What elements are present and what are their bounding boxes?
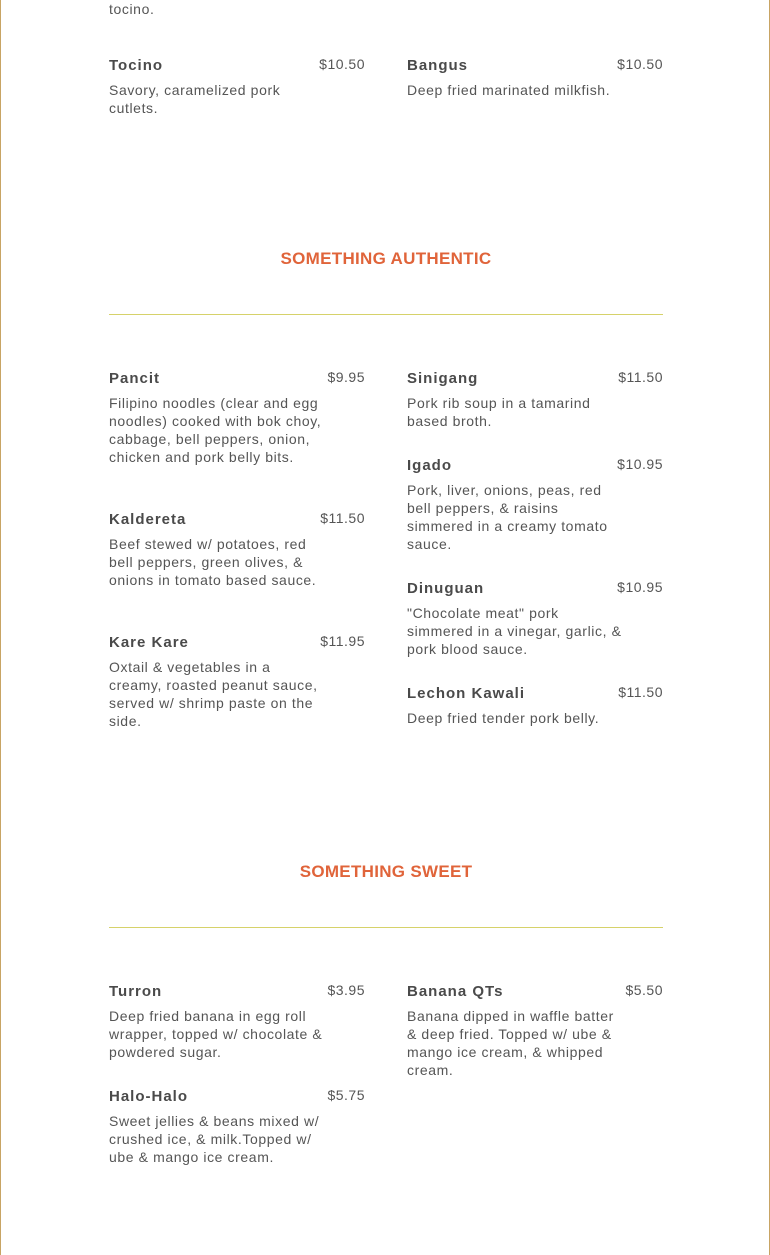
menu-item-kare-kare (109, 634, 365, 730)
item-name: Pancit (109, 370, 161, 387)
item-description: Banana dipped in waffle batter & deep fried. Topped w/ ube & mango ice cream, & whipped cream. (407, 1008, 614, 1078)
item-description: "Chocolate meat" pork simmered in a vinegar, garlic, & pork blood sauce. (407, 605, 622, 657)
item-name: Tocino (109, 57, 164, 74)
item-name: Halo-Halo (109, 1088, 189, 1105)
item-description: Beef stewed w/ potatoes, red bell peppers, green olives, & onions in tomato based sauce. (109, 536, 317, 588)
item-price: $9.95 (327, 369, 365, 385)
section-divider (109, 927, 663, 928)
item-price: $10.50 (319, 56, 365, 72)
item-price: $5.75 (327, 1087, 365, 1103)
item-price: $11.50 (320, 510, 365, 526)
item-name: Sinigang (407, 370, 479, 387)
item-name: Bangus (407, 57, 469, 74)
item-name: Banana QTs (407, 983, 504, 1000)
item-description: Savory, caramelized pork cutlets. (109, 82, 281, 116)
menu-item-banana-qts (407, 983, 663, 1079)
section-title-authentic: SOMETHING AUTHENTIC (280, 249, 492, 268)
menu-item-sinigang (407, 370, 663, 430)
menu-item-halo-halo (109, 1088, 365, 1166)
item-price: $10.95 (617, 456, 663, 472)
menu-item-tocino (109, 57, 365, 117)
item-description: Deep fried banana in egg roll wrapper, topped w/ chocolate & powdered sugar. (109, 1008, 323, 1060)
item-description: Filipino noodles (clear and egg noodles) cooked with bok choy, cabbage, bell peppers, onion, chicken and pork belly bits. (109, 395, 322, 465)
menu-item-pancit (109, 370, 365, 466)
item-name: Lechon Kawali (407, 685, 526, 702)
section-title-sweet: SOMETHING SWEET (299, 862, 473, 881)
item-description: Pork, liver, onions, peas, red bell peppers, & raisins simmered in a creamy tomato sauce. (407, 482, 608, 552)
item-price: $11.50 (618, 369, 663, 385)
item-description: Oxtail & vegetables in a creamy, roasted peanut sauce, served w/ shrimp paste on the side. (109, 659, 318, 729)
item-name: Dinuguan (407, 580, 485, 597)
menu-item-turron (109, 983, 365, 1061)
item-description: Deep fried marinated milkfish. (407, 82, 611, 98)
menu-item-igado (407, 457, 663, 553)
item-price: $11.95 (320, 633, 365, 649)
item-price: $3.95 (327, 982, 365, 998)
section-divider (109, 314, 663, 315)
item-description: Deep fried tender pork belly. (407, 710, 600, 726)
item-name: Igado (407, 457, 452, 474)
item-price: $10.95 (617, 579, 663, 595)
item-description: Sweet jellies & beans mixed w/ crushed ice, & milk.Topped w/ ube & mango ice cream. (109, 1113, 320, 1165)
menu-item-kaldereta (109, 511, 365, 589)
menu-item-lechon-kawali (407, 685, 663, 727)
menu-item-partial-left (109, 0, 365, 18)
item-description: tocino. (109, 1, 155, 17)
item-name: Turron (109, 983, 163, 1000)
item-name: Kaldereta (109, 511, 187, 528)
menu-item-bangus (407, 57, 663, 99)
item-price: $5.50 (625, 982, 663, 998)
item-price: $11.50 (618, 684, 663, 700)
menu-item-dinuguan (407, 580, 663, 658)
item-name: Kare Kare (109, 634, 189, 651)
item-description: Pork rib soup in a tamarind based broth. (407, 395, 591, 429)
item-price: $10.50 (617, 56, 663, 72)
